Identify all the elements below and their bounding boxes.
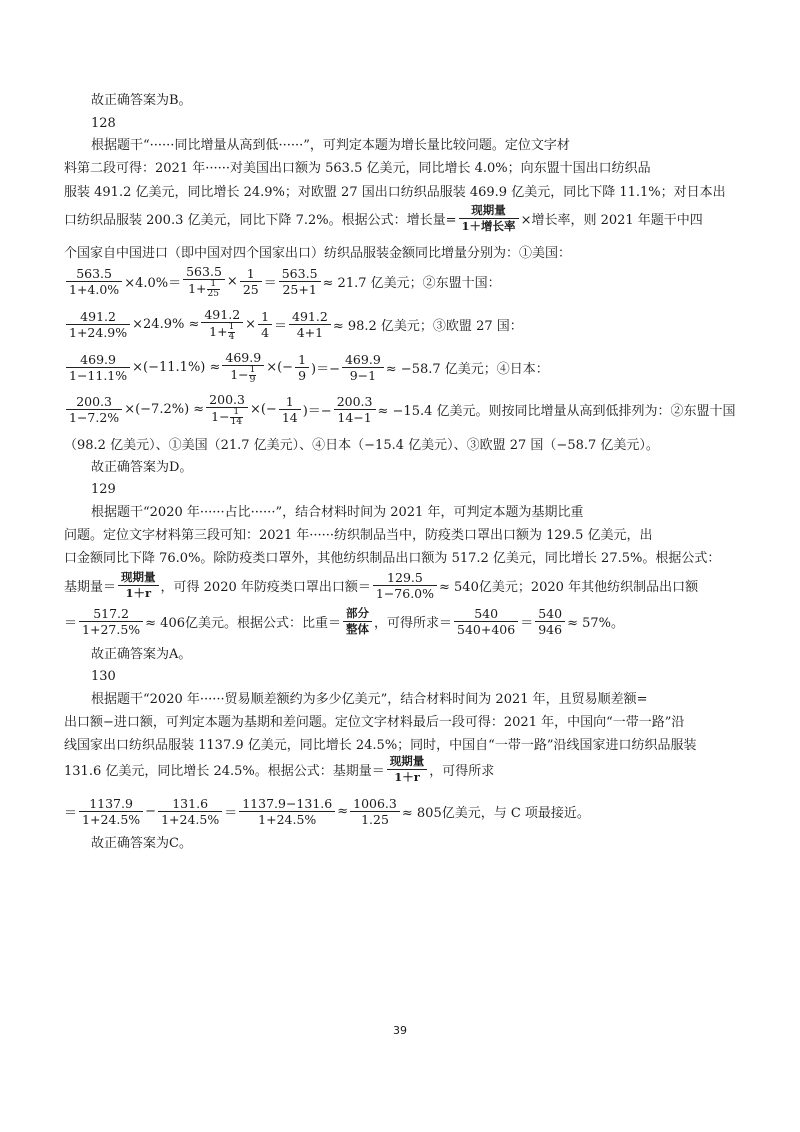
fraction-denominator: 1+27.5%: [82, 621, 141, 637]
math-operator: ×: [245, 316, 257, 332]
answer-line-b: 故正确答案为B。: [91, 93, 192, 108]
answer-line-d: 故正确答案为D。: [91, 460, 193, 475]
math-fraction: [535, 606, 565, 637]
q128-math-eu: [64, 349, 549, 385]
fraction-numerator: 现期量: [459, 203, 519, 219]
math-fraction: [454, 606, 518, 637]
fraction-numerator: 563.5: [183, 264, 225, 280]
q128-formula-line: [64, 202, 703, 234]
math-result-text: ≈ 57%。: [567, 615, 625, 631]
q128-paragraph-line-1: 根据题干“······同比增量从高到低······”，可判定本题为增长量比较问题。定位文字材: [91, 138, 570, 153]
q130-paragraph-line-2: 出口额−进口额，可判定本题为基期和差问题。定位文字材料最后一段可得：2021 年，中国向“一带一路”沿: [64, 715, 685, 730]
math-fraction: [66, 394, 122, 425]
math-fraction: [279, 394, 301, 425]
q130-formula-line: [64, 752, 494, 786]
fraction-denominator: 1−11.1%: [69, 367, 128, 383]
fraction-denominator: [183, 280, 225, 299]
denominator-prefix: 1+: [209, 323, 228, 339]
q129-math-line-1: [64, 567, 698, 603]
small-numerator: 1: [207, 280, 220, 290]
fraction-denominator: 1＋r: [394, 769, 420, 784]
formula-middle-text: ，可得 2020 年防疫类口罩出口额＝: [160, 579, 371, 595]
q129-paragraph-line-3: 口金额同比下降 76.0%。除防疫类口罩外，其他纺织制品出口额为 517.2 亿美元，同比增长 27.5%。根据公式：: [64, 551, 721, 566]
fraction-denominator: 1.25: [361, 811, 389, 827]
fraction-denominator: 1+24.9%: [69, 324, 128, 340]
math-result-text: ≈ −15.4 亿美元。则按同比增量从高到低排列为：②东盟十国: [377, 403, 736, 419]
q130-paragraph-line-3: 线国家出口纺织品服装 1137.9 亿美元，同比增长 24.5%；同时，中国自“一带一路”沿线国家进口纺织品服装: [64, 738, 697, 753]
q130-paragraph-line-1: 根据题干“2020 年······贸易顺差额约为多少亿美元”，结合材料时间为 2021 年，且贸易顺差额=: [91, 692, 648, 707]
math-fraction: [373, 570, 437, 601]
fraction-numerator: 1137.9−131.6: [239, 796, 335, 812]
math-fraction: [158, 796, 222, 827]
base-period-formula-fraction: [118, 570, 159, 601]
formula-middle-text: ，可得所求＝: [374, 615, 453, 631]
page-number: 39: [393, 1024, 407, 1037]
fraction-numerator: 469.9: [342, 352, 384, 368]
question-number-130: 130: [91, 669, 116, 684]
q128-math-japan: [64, 391, 736, 427]
fraction-denominator: 1−7.2%: [69, 409, 120, 425]
math-result-text: ≈ −58.7 亿美元；④日本：: [385, 361, 549, 377]
q129-math-line-2: [64, 603, 624, 639]
math-operator: ×(−: [266, 359, 294, 375]
denominator-prefix: 1−: [230, 366, 249, 382]
fraction-numerator: 563.5: [279, 266, 321, 282]
q128-ranking-line: （98.2 亿美元）、①美国（21.7 亿美元）、④日本（−15.4 亿美元）、③欧盟 27 国（−58.7 亿美元）。: [64, 438, 659, 453]
fraction-numerator: 469.9: [66, 352, 130, 368]
math-fraction: [201, 307, 243, 342]
small-numerator: 1: [230, 408, 243, 418]
q128-text-after-formula: ×增长率，则 2021 年题干中四: [520, 212, 703, 228]
math-fraction: [334, 394, 376, 425]
small-fraction: [207, 280, 220, 299]
math-result-text: ≈ 540亿美元；2020 年其他纺织制品出口额: [439, 579, 699, 595]
q130-text-after-formula: ，可得所求: [429, 763, 495, 779]
formula-lead-text: 基期量＝: [64, 579, 117, 595]
fraction-denominator: 1+24.5%: [258, 811, 317, 827]
fraction-numerator: 200.3: [66, 394, 122, 410]
small-fraction: [228, 323, 236, 342]
fraction-numerator: 1: [295, 352, 309, 368]
math-fraction: [342, 352, 384, 383]
q130-math-line: [64, 792, 590, 830]
math-operator: ≈: [337, 803, 349, 819]
small-numerator: 1: [249, 364, 256, 375]
math-operator: ＝: [224, 805, 238, 821]
math-operator: ×4.0%＝: [124, 275, 182, 291]
q128-paragraph-line-3: 服装 491.2 亿美元，同比增长 24.9%；对欧盟 27 国出口纺织品服装 469.9 亿美元，同比下降 11.1%；对日本出: [64, 185, 726, 200]
answer-line-a: 故正确答案为A。: [91, 647, 192, 662]
fraction-denominator: 1＋r: [125, 585, 152, 600]
fraction-denominator: 540+406: [457, 621, 516, 637]
fraction-denominator: [201, 323, 243, 342]
question-number-129: 129: [91, 482, 116, 497]
q129-paragraph-line-1: 根据题干“2020 年······占比······”，结合材料时间为 2021 年，可判定本题为基期比重: [91, 505, 584, 520]
q128-paragraph-line-2: 料第二段可得：2021 年······对美国出口额为 563.5 亿美元，同比增长 4.0%；向东盟十国出口纺织品: [64, 161, 651, 176]
math-operator: ×: [226, 273, 238, 289]
q128-math-usa: [64, 263, 501, 299]
question-number-128: 128: [91, 116, 116, 131]
fraction-numerator: 131.6: [158, 796, 222, 812]
fraction-denominator: 946: [538, 621, 563, 637]
growth-formula-fraction: [459, 203, 519, 234]
math-fraction: [239, 796, 335, 827]
math-operator: ＝: [274, 318, 288, 334]
q128-text-before-formula: 口纺织品服装 200.3 亿美元，同比下降 7.2%。根据公式：增长量=: [64, 212, 457, 228]
fraction-denominator: 9−1: [349, 367, 377, 383]
fraction-numerator: 491.2: [66, 309, 130, 325]
q130-text-before-formula: 131.6 亿美元，同比增长 24.5%。根据公式：基期量＝: [64, 763, 385, 779]
math-result-text: ≈ 21.7 亿美元；②东盟十国：: [322, 275, 501, 291]
fraction-denominator: 1+24.5%: [161, 811, 220, 827]
fraction-numerator: 200.3: [334, 394, 376, 410]
q129-paragraph-line-2: 问题。定位文字材料第三段可知：2021 年······纺织制品当中，防疫类口罩出口额为 129.5 亿美元，出: [64, 528, 653, 543]
formula-middle-text: ≈ 406亿美元。根据公式：比重＝: [145, 615, 341, 631]
fraction-numerator: 469.9: [222, 350, 264, 366]
q128-math-asean: [64, 306, 523, 342]
math-fraction: [79, 606, 143, 637]
fraction-denominator: [222, 366, 264, 385]
fraction-denominator: 1＋增长率: [461, 218, 516, 233]
math-operator: ×(−7.2%) ≈: [124, 401, 205, 417]
small-denominator: 14: [230, 416, 243, 427]
math-result-text: ≈ 98.2 亿美元；③欧盟 27 国：: [332, 318, 523, 334]
fraction-numerator: 129.5: [373, 570, 437, 586]
fraction-denominator: 4: [261, 324, 270, 340]
fraction-numerator: 491.2: [289, 309, 331, 325]
math-operator: )＝−: [302, 403, 332, 419]
math-fraction: [289, 309, 331, 340]
fraction-numerator: 540: [454, 606, 518, 622]
math-fraction: [66, 266, 122, 297]
math-operator: ＝: [520, 615, 534, 631]
q128-paragraph-line-5: 个国家自中国进口（即中国对四个国家出口）纺织品服装金额同比增量分别为：①美国：: [64, 246, 572, 261]
math-fraction: [295, 352, 309, 383]
formula-lead-text: ＝: [64, 615, 78, 631]
fraction-denominator: [206, 408, 248, 427]
fraction-numerator: 1: [279, 394, 301, 410]
small-numerator: 1: [228, 321, 235, 332]
math-operator: ＝: [263, 275, 277, 291]
small-fraction: [249, 366, 257, 385]
fraction-numerator: 1137.9: [79, 796, 143, 812]
math-operator: )＝−: [311, 361, 340, 377]
fraction-numerator: 491.2: [201, 307, 243, 323]
fraction-numerator: 部分: [343, 606, 372, 622]
math-fraction: [79, 796, 143, 827]
small-denominator: 25: [207, 288, 219, 299]
formula-lead-text: ＝: [64, 805, 78, 821]
fraction-numerator: 517.2: [79, 606, 143, 622]
denominator-prefix: 1+: [188, 280, 207, 296]
math-result-text: ≈ 805亿美元，与 C 项最接近。: [401, 805, 590, 821]
math-fraction: [350, 796, 400, 827]
fraction-numerator: 200.3: [206, 392, 248, 408]
fraction-denominator: 整体: [346, 621, 369, 636]
fraction-denominator: 4+1: [296, 324, 324, 340]
fraction-numerator: 563.5: [66, 266, 122, 282]
fraction-denominator: 1−76.0%: [375, 585, 435, 601]
fraction-denominator: 1+4.0%: [69, 281, 120, 297]
math-fraction: [279, 266, 321, 297]
math-fraction: [66, 309, 130, 340]
fraction-numerator: 1: [240, 266, 262, 282]
fraction-denominator: 9: [298, 367, 307, 383]
fraction-denominator: 25: [242, 281, 259, 297]
small-fraction: [230, 408, 243, 427]
fraction-numerator: 现期量: [387, 754, 428, 770]
math-fraction: [222, 350, 264, 385]
fraction-numerator: 1006.3: [350, 796, 400, 812]
math-operator: ×24.9% ≈: [132, 316, 200, 332]
fraction-denominator: 14−1: [337, 409, 372, 425]
math-operator: −: [145, 803, 157, 819]
fraction-numerator: 1: [258, 309, 272, 325]
math-operator: ×(−: [249, 401, 277, 417]
small-denominator: 4: [228, 331, 235, 342]
answer-line-c: 故正确答案为C。: [91, 836, 192, 851]
math-fraction: [66, 352, 130, 383]
small-denominator: 9: [249, 374, 256, 385]
fraction-numerator: 现期量: [118, 570, 159, 586]
denominator-prefix: 1−: [211, 408, 230, 424]
math-fraction: [206, 392, 248, 427]
fraction-denominator: 25+1: [282, 281, 317, 297]
math-fraction: [258, 309, 272, 340]
proportion-formula-fraction: [343, 606, 372, 637]
math-fraction: [240, 266, 262, 297]
math-operator: ×(−11.1%) ≈: [132, 359, 221, 375]
fraction-denominator: 1+24.5%: [82, 811, 141, 827]
fraction-numerator: 540: [535, 606, 565, 622]
fraction-denominator: 14: [281, 409, 298, 425]
base-period-formula-fraction: [387, 754, 428, 785]
math-fraction: [183, 264, 225, 299]
